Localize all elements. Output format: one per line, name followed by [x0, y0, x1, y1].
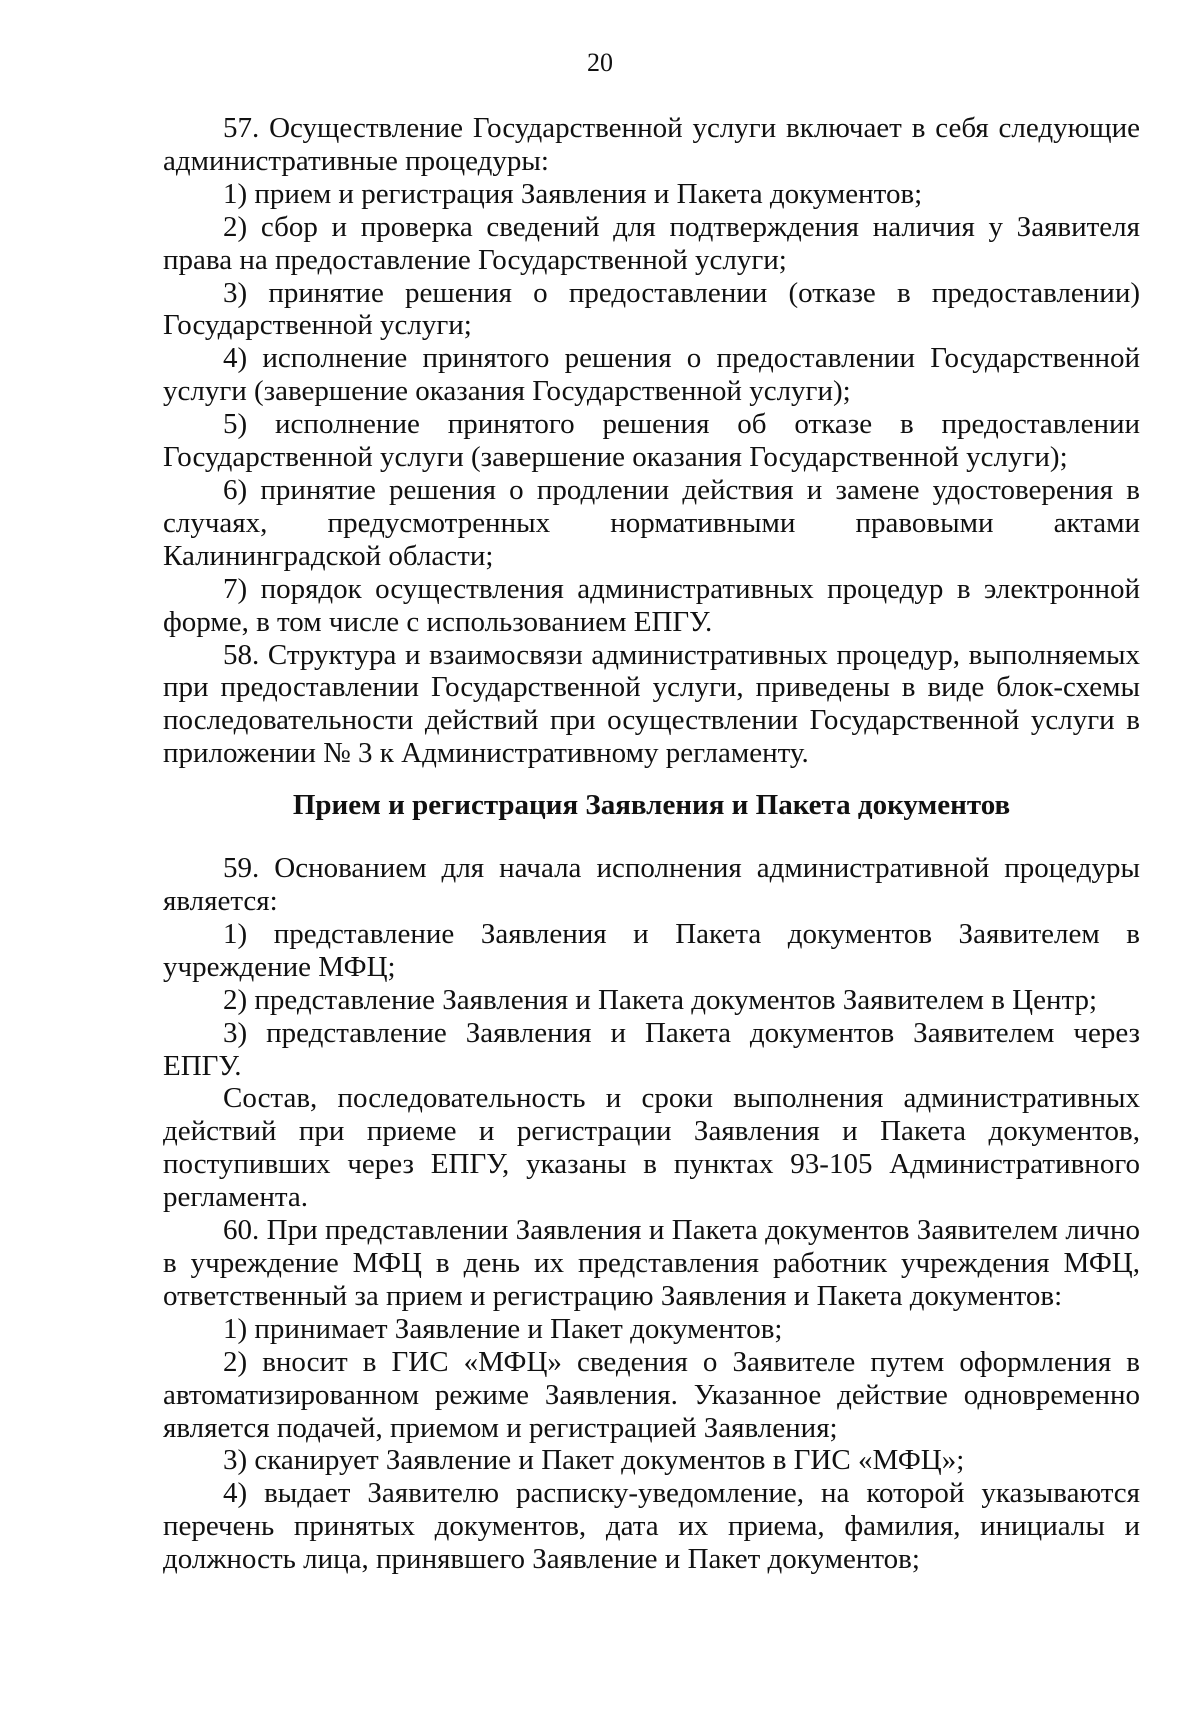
list-item-7: 7) порядок осуществления административных процедур в электронной форме, в том числе с использованием ЕПГУ.: [163, 572, 1140, 638]
list-item-59-2: 2) представление Заявления и Пакета документов Заявителем в Центр;: [223, 983, 1098, 1016]
list-item-60-1: 1) принимает Заявление и Пакет документов;: [223, 1312, 783, 1345]
list-item-59-3: 3) представление Заявления и Пакета документов Заявителем через ЕПГУ.: [163, 1016, 1140, 1082]
page-number: 20: [587, 48, 613, 77]
paragraph-57: 57. Осуществление Государственной услуги включает в себя следующие административные процедуры:: [163, 112, 1140, 177]
list-item-5: 5) исполнение принятого решения об отказе в предоставлении Государственной услуги (завершение оказания Государственной услуги);: [163, 408, 1140, 474]
list-item-2: 2) сбор и проверка сведений для подтверждения наличия у Заявителя права на предоставление Государственной услуги;: [163, 210, 1140, 276]
list-item-6: 6) принятие решения о продлении действия и замене удостоверения в случаях, предусмотренных нормативными правовыми актами Калининградской области;: [163, 473, 1140, 572]
section-heading: Прием и регистрация Заявления и Пакета документов: [292, 789, 1011, 822]
list-item-4: 4) исполнение принятого решения о предоставлении Государственной услуги (завершение оказания Государственной услуги);: [163, 342, 1140, 408]
paragraph-59: 59. Основанием для начала исполнения административной процедуры является:: [163, 852, 1140, 918]
paragraph-composition: Состав, последовательность и сроки выполнения административных действий при приеме и регистрации Заявления и Пакета документов, поступивших через ЕПГУ, указаны в пунктах 93-105 Административного регламента.: [163, 1082, 1140, 1214]
paragraph-58: 58. Структура и взаимосвязи административных процедур, выполняемых при предоставлении Государственной услуги, приведены в виде блок-схемы последовательности действий при осуществлении Государственной услуги в приложении № 3 к Административному регламенту.: [163, 638, 1140, 770]
list-item-59-1: 1) представление Заявления и Пакета документов Заявителем в учреждение МФЦ;: [163, 917, 1140, 983]
document-body: [163, 112, 1140, 1576]
list-item-60-2: 2) вносит в ГИС «МФЦ» сведения о Заявителе путем оформления в автоматизированном режиме Заявления. Указанное действие одновременно является подачей, приемом и регистрацией Заявления;: [163, 1345, 1140, 1444]
paragraph-60: 60. При представлении Заявления и Пакета документов Заявителем лично в учреждение МФЦ в день их представления работник учреждения МФЦ, ответственный за прием и регистрацию Заявления и Пакета документов:: [163, 1214, 1140, 1312]
list-item-3: 3) принятие решения о предоставлении (отказе в предоставлении) Государственной услуги;: [163, 276, 1140, 342]
list-item-1: 1) прием и регистрация Заявления и Пакета документов;: [223, 177, 923, 210]
list-item-60-3: 3) сканирует Заявление и Пакет документов в ГИС «МФЦ»;: [223, 1444, 965, 1477]
list-item-60-4: 4) выдает Заявителю расписку-уведомление, на которой указываются перечень принятых документов, дата их приема, фамилия, инициалы и должность лица, принявшего Заявление и Пакет документов;: [163, 1477, 1140, 1576]
